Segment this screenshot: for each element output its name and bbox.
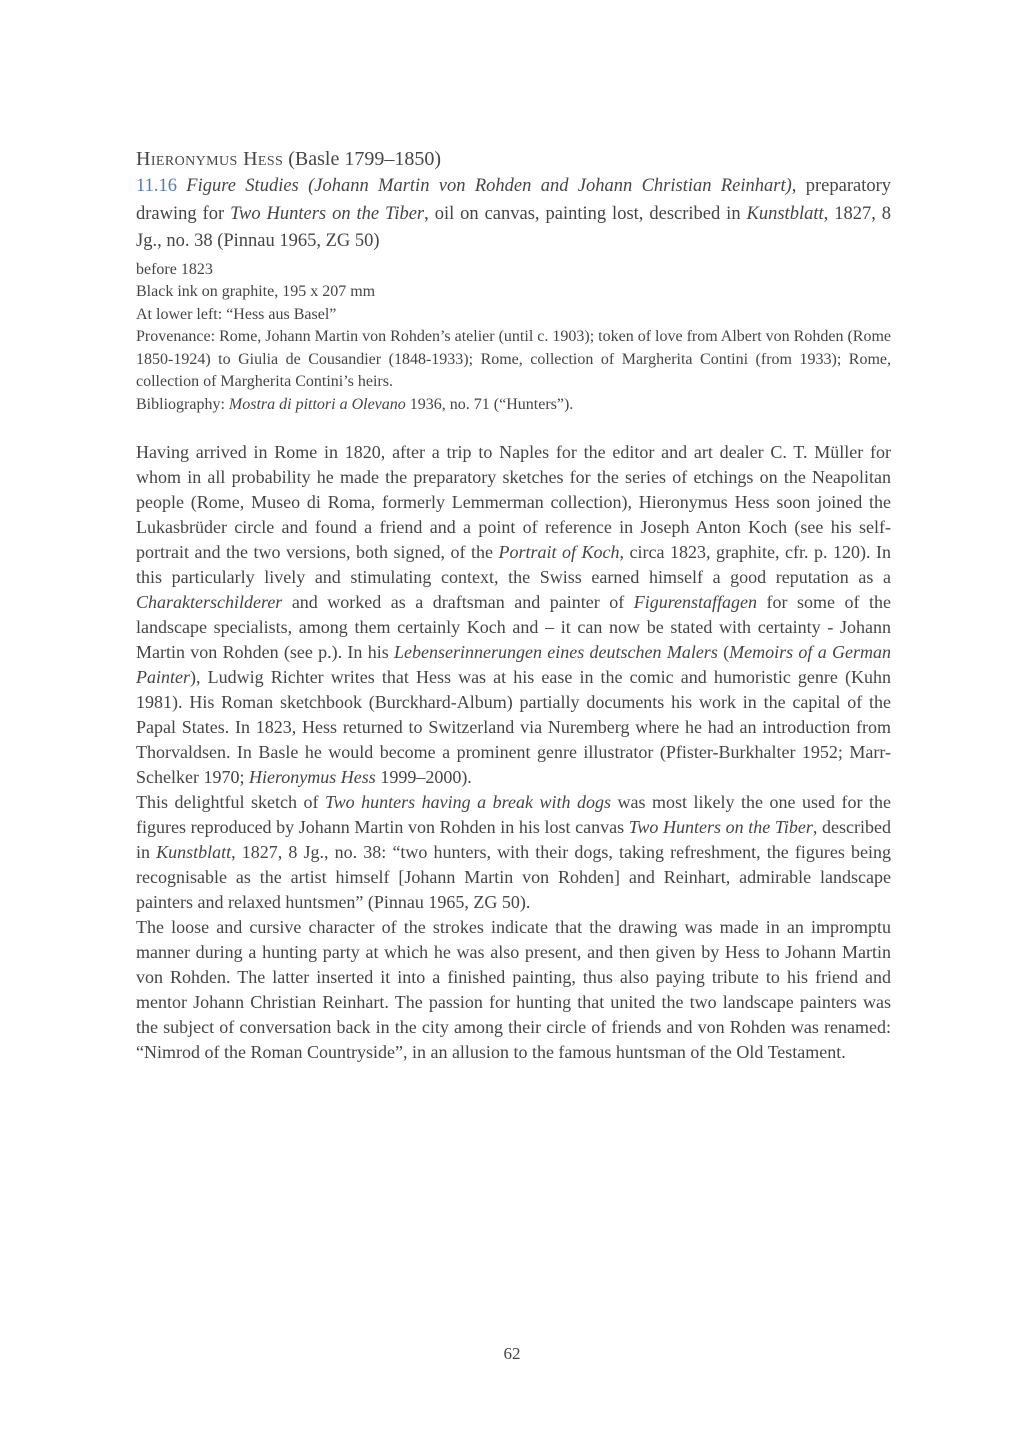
detail-inscription: At lower left: “Hess aus Basel”: [136, 305, 337, 323]
body-paragraph-3: The loose and cursive character of the strokes indicate that the drawing was made in an impromptu manner during a hunting party at which he was also present, and then given by Hess to Johann Martin von Rohden. The latter inserted it into a finished painting, thus also paying tribute to his friend and mentor Johann Christian Reinhart. The passion for hunting that united the two landscape painters was the subject of conversation back in the city among their circle of friends and von Rohden was renamed: “Nimrod of the Roman Countryside”, in an allusion to the famous huntsman of the Old Testament.: [136, 917, 891, 1062]
artist-name: Hieronymus Hess: [136, 148, 284, 170]
catalog-entry: [136, 146, 891, 1065]
body-paragraph-2: This delightful sketch of Two hunters having a break with dogs was most likely the one used for the figures reproduced by Johann Martin von Rohden in his lost canvas Two Hunters on the Tiber, described in Kunstblatt, 1827, 8 Jg., no. 38: “two hunters, with their dogs, taking refreshment, the figures being recognisable as the artist himself [Johann Martin von Rohden] and Reinhart, admirable landscape painters and relaxed huntsmen” (Pinnau 1965, ZG 50).: [136, 792, 892, 912]
artist-line: [136, 146, 891, 173]
entry-body: [136, 440, 891, 1065]
entry-title: 11.16 Figure Studies (Johann Martin von Rohden and Johann Christian Reinhart), preparatory drawing for Two Hunters on the Tiber, oil on canvas, painting lost, described in Kunstblatt, 1827, 8 Jg., no. 38 (Pinnau 1965, ZG 50): [136, 176, 892, 251]
detail-medium: Black ink on graphite, 195 x 207 mm: [136, 283, 376, 300]
artist-dates: (Basle 1799–1850): [283, 148, 442, 170]
body-paragraph-1: Having arrived in Rome in 1820, after a trip to Naples for the editor and art dealer C. T. Müller for whom in all probability he made the preparatory sketches for the series of etchings on the Neapolitan people (Rome, Museo di Roma, formerly Lemmerman collection), Hieronymus Hess soon joined the Lukasbrüder circle and found a friend and a point of reference in Joseph Anton Koch (see his self-portrait and the two versions, both signed, of the Portrait of Koch, circa 1823, graphite, cfr. p. 120). In this particularly lively and stimulating context, the Swiss earned himself a good reputation as a Charakterschilderer and worked as a draftsman and painter of Figurenstaffagen for some of the landscape specialists, among them certainly Koch and – it can now be stated with certainty - Johann Martin von Rohden (see p.). In his Lebenserinnerungen eines deutschen Malers (Memoirs of a German Painter), Ludwig Richter writes that Hess was at his ease in the comic and humoristic genre (Kuhn 1981). His Roman sketchbook (Burckhard-Album) partially documents his work in the capital of the Papal States. In 1823, Hess returned to Switzerland via Nuremberg where he had an introduction from Thorvaldsen. In Basle he would become a prominent genre illustrator (Pfister-Burkhalter 1952; Marr-Schelker 1970; Hieronymus Hess 1999–2000).: [136, 442, 891, 787]
entry-details: [136, 259, 891, 417]
page-number: 62: [503, 1344, 521, 1363]
detail-bibliography: Bibliography: Mostra di pittori a Olevano 1936, no. 71 (“Hunters”).: [136, 395, 574, 413]
detail-date: before 1823: [136, 260, 213, 278]
detail-provenance: Provenance: Rome, Johann Martin von Rohden’s atelier (until c. 1903); token of love from Albert von Rohden (Rome 1850-1924) to Giulia de Cousandier (1848-1933); Rome, collection of Margherita Contini (from 1933); Rome, collection of Margherita Contini’s heirs.: [136, 328, 891, 390]
